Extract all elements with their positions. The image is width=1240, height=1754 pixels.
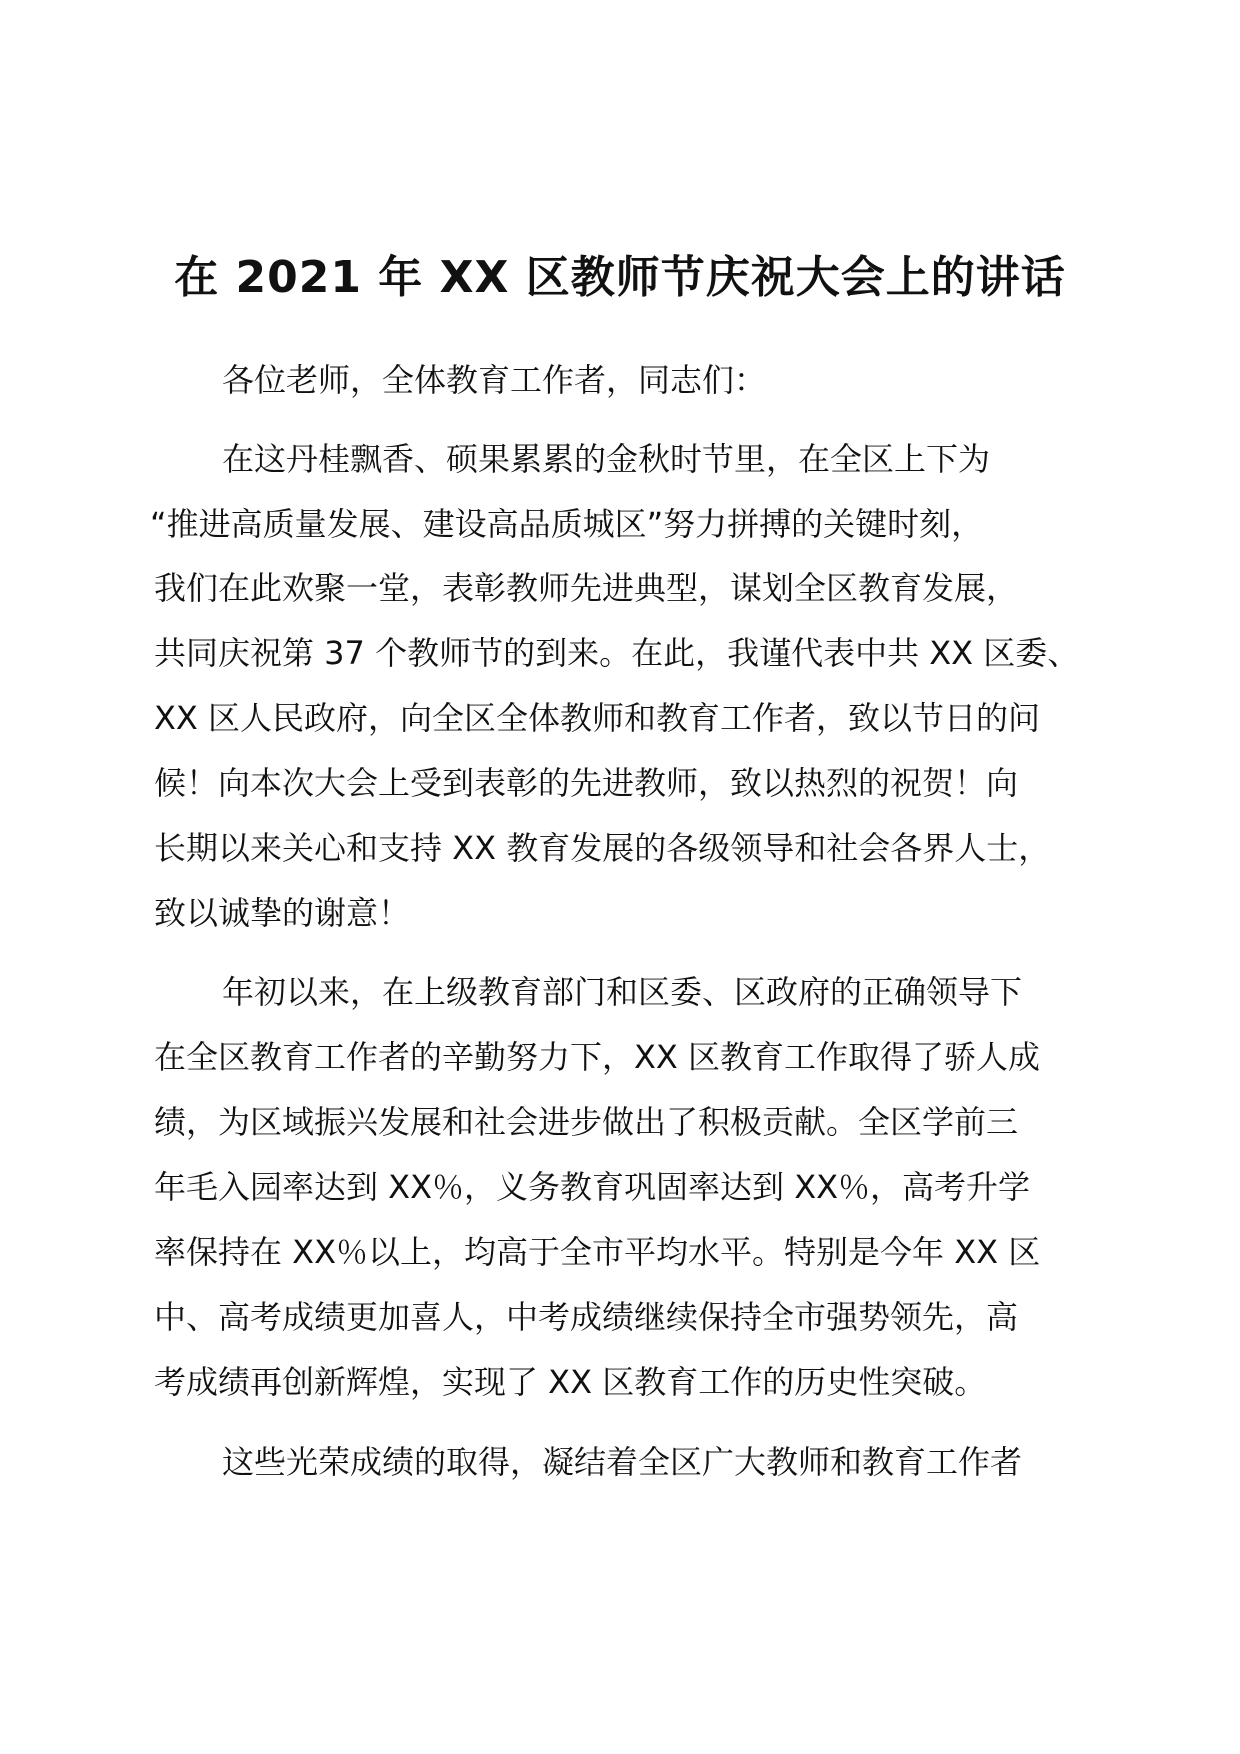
paragraph-line: 候！向本次大会上受到表彰的先进教师，致以热烈的祝贺！向 bbox=[154, 764, 1019, 802]
paragraph-line: 率保持在 XX％以上，均高于全市平均水平。特别是今年 XX 区 bbox=[154, 1233, 1041, 1271]
paragraph-line: 考成绩再创新辉煌，实现了 XX 区教育工作的历史性突破。 bbox=[154, 1363, 987, 1401]
salutation-line: 各位老师，全体教育工作者，同志们： bbox=[222, 361, 767, 399]
paragraph-line: 年毛入园率达到 XX％，义务教育巩固率达到 XX％，高考升学 bbox=[154, 1168, 1031, 1206]
paragraph-line: 我们在此欢聚一堂，表彰教师先进典型，谋划全区教育发展， bbox=[154, 569, 1019, 607]
paragraph-line: 中、高考成绩更加喜人，中考成绩继续保持全市强势领先，高 bbox=[154, 1298, 1019, 1336]
paragraph-line: 长期以来关心和支持 XX 教育发展的各级领导和社会各界人士， bbox=[154, 829, 1051, 867]
paragraph-line: 致以诚挚的谢意！ bbox=[154, 894, 411, 932]
document-title: 在 2021 年 XX 区教师节庆祝大会上的讲话 bbox=[174, 252, 1066, 303]
paragraph-line: 在全区教育工作者的辛勤努力下，XX 区教育工作取得了骄人成 bbox=[154, 1038, 1041, 1076]
paragraph-line: 年初以来，在上级教育部门和区委、区政府的正确领导下 bbox=[222, 973, 1023, 1011]
paragraph-line: 在这丹桂飘香、硕果累累的金秋时节里，在全区上下为 bbox=[222, 440, 991, 478]
paragraph-line: 绩，为区域振兴发展和社会进步做出了积极贡献。全区学前三 bbox=[154, 1103, 1019, 1141]
paragraph-line: XX 区人民政府，向全区全体教师和教育工作者，致以节日的问 bbox=[154, 699, 1041, 737]
paragraph-line: 共同庆祝第 37 个教师节的到来。在此，我谨代表中共 XX 区委、 bbox=[154, 634, 1080, 672]
paragraph-line: “推进高质量发展、建设高品质城区”努力拼搏的关键时刻， bbox=[150, 505, 984, 543]
paragraph-line: 这些光荣成绩的取得，凝结着全区广大教师和教育工作者 bbox=[222, 1443, 1023, 1481]
